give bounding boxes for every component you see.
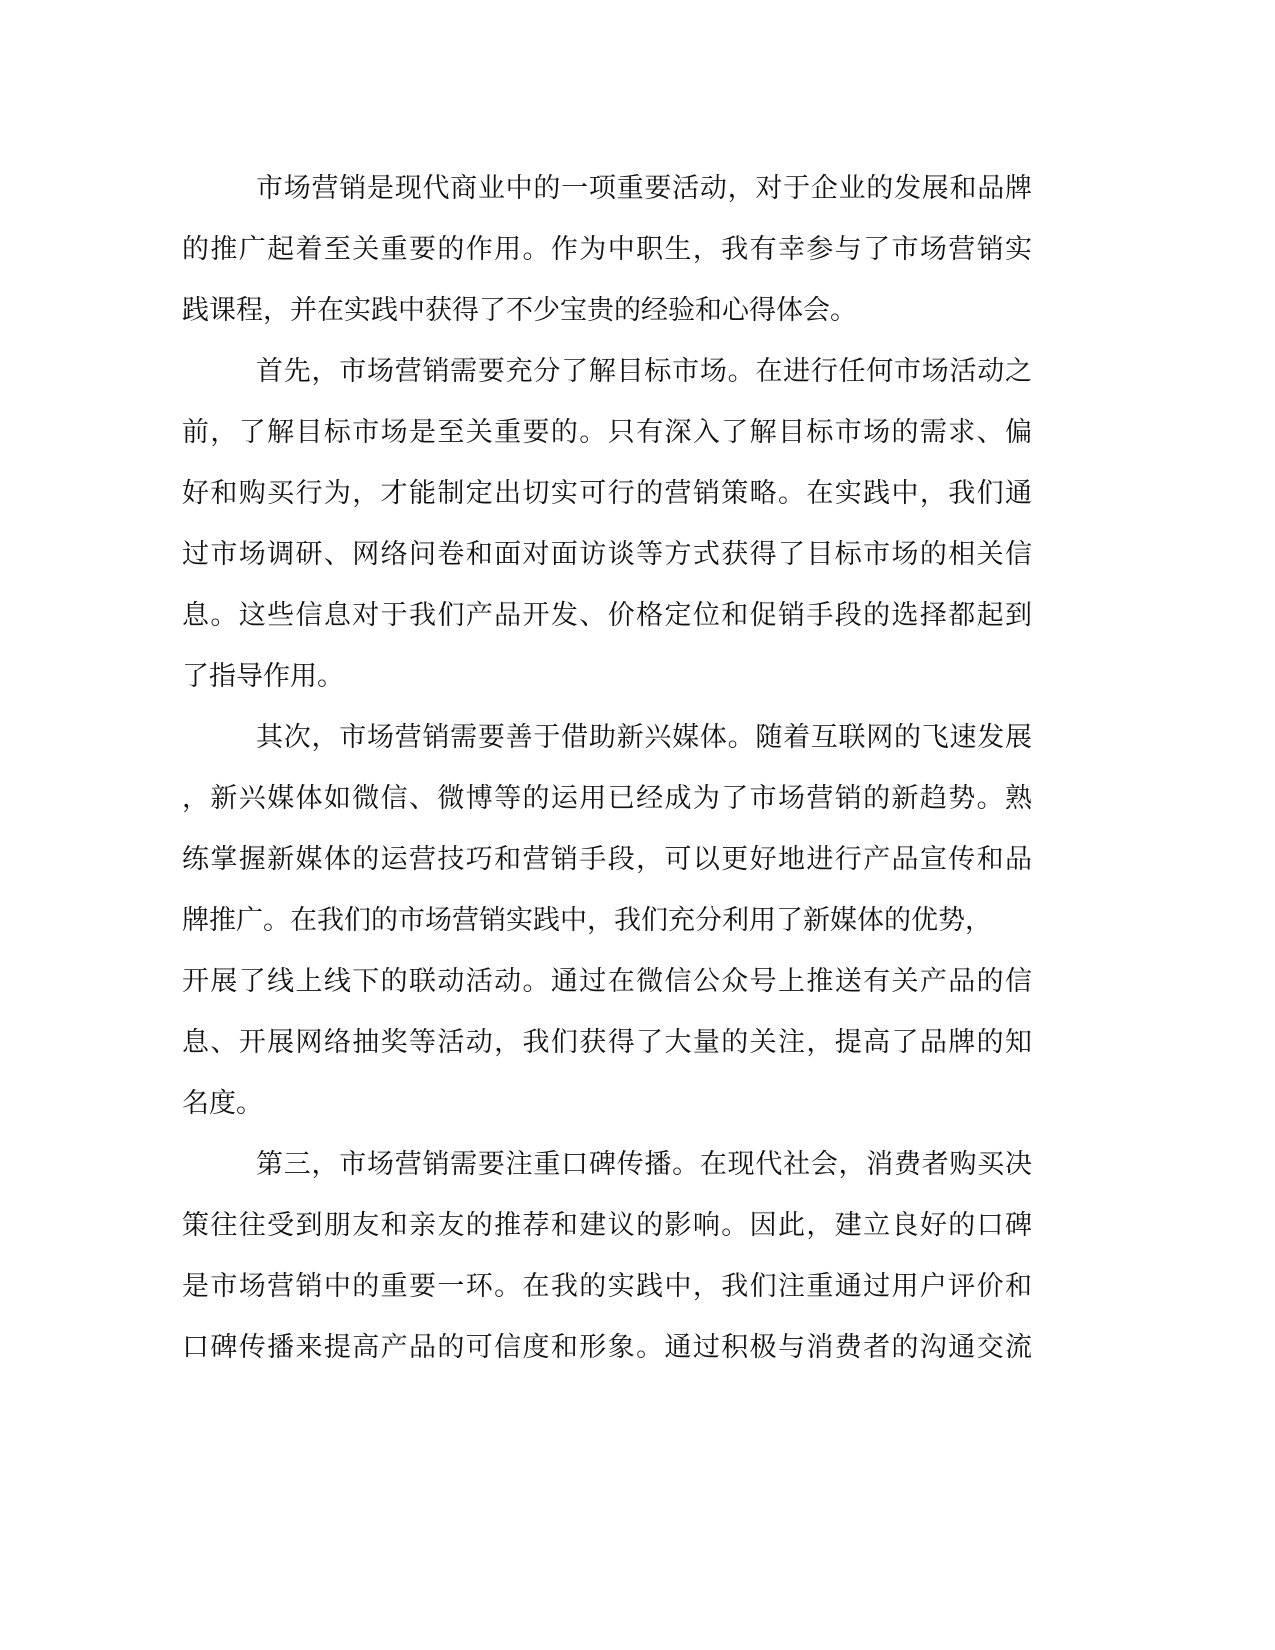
text-line: 好和购买行为，才能制定出切实可行的营销策略。在实践中，我们通 bbox=[182, 478, 1032, 509]
paragraph-third-point bbox=[182, 1134, 1032, 1378]
text-line: 练掌握新媒体的运营技巧和营销手段，可以更好地进行产品宣传和品 bbox=[182, 844, 1032, 875]
text-line: 第三，市场营销需要注重口碑传播。在现代社会，消费者购买决 bbox=[256, 1149, 1032, 1180]
text-line: 是市场营销中的重要一环。在我的实践中，我们注重通过用户评价和 bbox=[182, 1271, 1032, 1302]
document-body bbox=[182, 158, 1032, 1378]
text-line: 过市场调研、网络问卷和面对面访谈等方式获得了目标市场的相关信 bbox=[182, 539, 1032, 570]
text-line: 牌推广。在我们的市场营销实践中，我们充分利用了新媒体的优势， bbox=[182, 905, 992, 936]
text-line: 开展了线上线下的联动活动。通过在微信公众号上推送有关产品的信 bbox=[182, 966, 1032, 997]
text-line: 策往往受到朋友和亲友的推荐和建议的影响。因此，建立良好的口碑 bbox=[182, 1210, 1032, 1241]
text-line: 前，了解目标市场是至关重要的。只有深入了解目标市场的需求、偏 bbox=[182, 417, 1032, 448]
text-line: 口碑传播来提高产品的可信度和形象。通过积极与消费者的沟通交流 bbox=[182, 1332, 1032, 1363]
paragraph-first-point bbox=[182, 341, 1032, 707]
text-line: 践课程，并在实践中获得了不少宝贵的经验和心得体会。 bbox=[182, 295, 857, 326]
text-line: 的推广起着至关重要的作用。作为中职生，我有幸参与了市场营销实 bbox=[182, 234, 1032, 265]
paragraph-second-point bbox=[182, 707, 1032, 1134]
text-line: 市场营销是现代商业中的一项重要活动，对于企业的发展和品牌 bbox=[256, 173, 1032, 204]
text-line: 息。这些信息对于我们产品开发、价格定位和促销手段的选择都起到 bbox=[182, 600, 1032, 631]
text-line: 其次，市场营销需要善于借助新兴媒体。随着互联网的飞速发展 bbox=[256, 722, 1032, 753]
paragraph-intro bbox=[182, 158, 1032, 341]
text-line: 了指导作用。 bbox=[182, 661, 344, 692]
text-line: 名度。 bbox=[182, 1088, 263, 1119]
text-line: 首先，市场营销需要充分了解目标市场。在进行任何市场活动之 bbox=[256, 356, 1032, 387]
text-line: 息、开展网络抽奖等活动，我们获得了大量的关注，提高了品牌的知 bbox=[182, 1027, 1032, 1058]
text-line: ，新兴媒体如微信、微博等的运用已经成为了市场营销的新趋势。熟 bbox=[182, 783, 1032, 814]
